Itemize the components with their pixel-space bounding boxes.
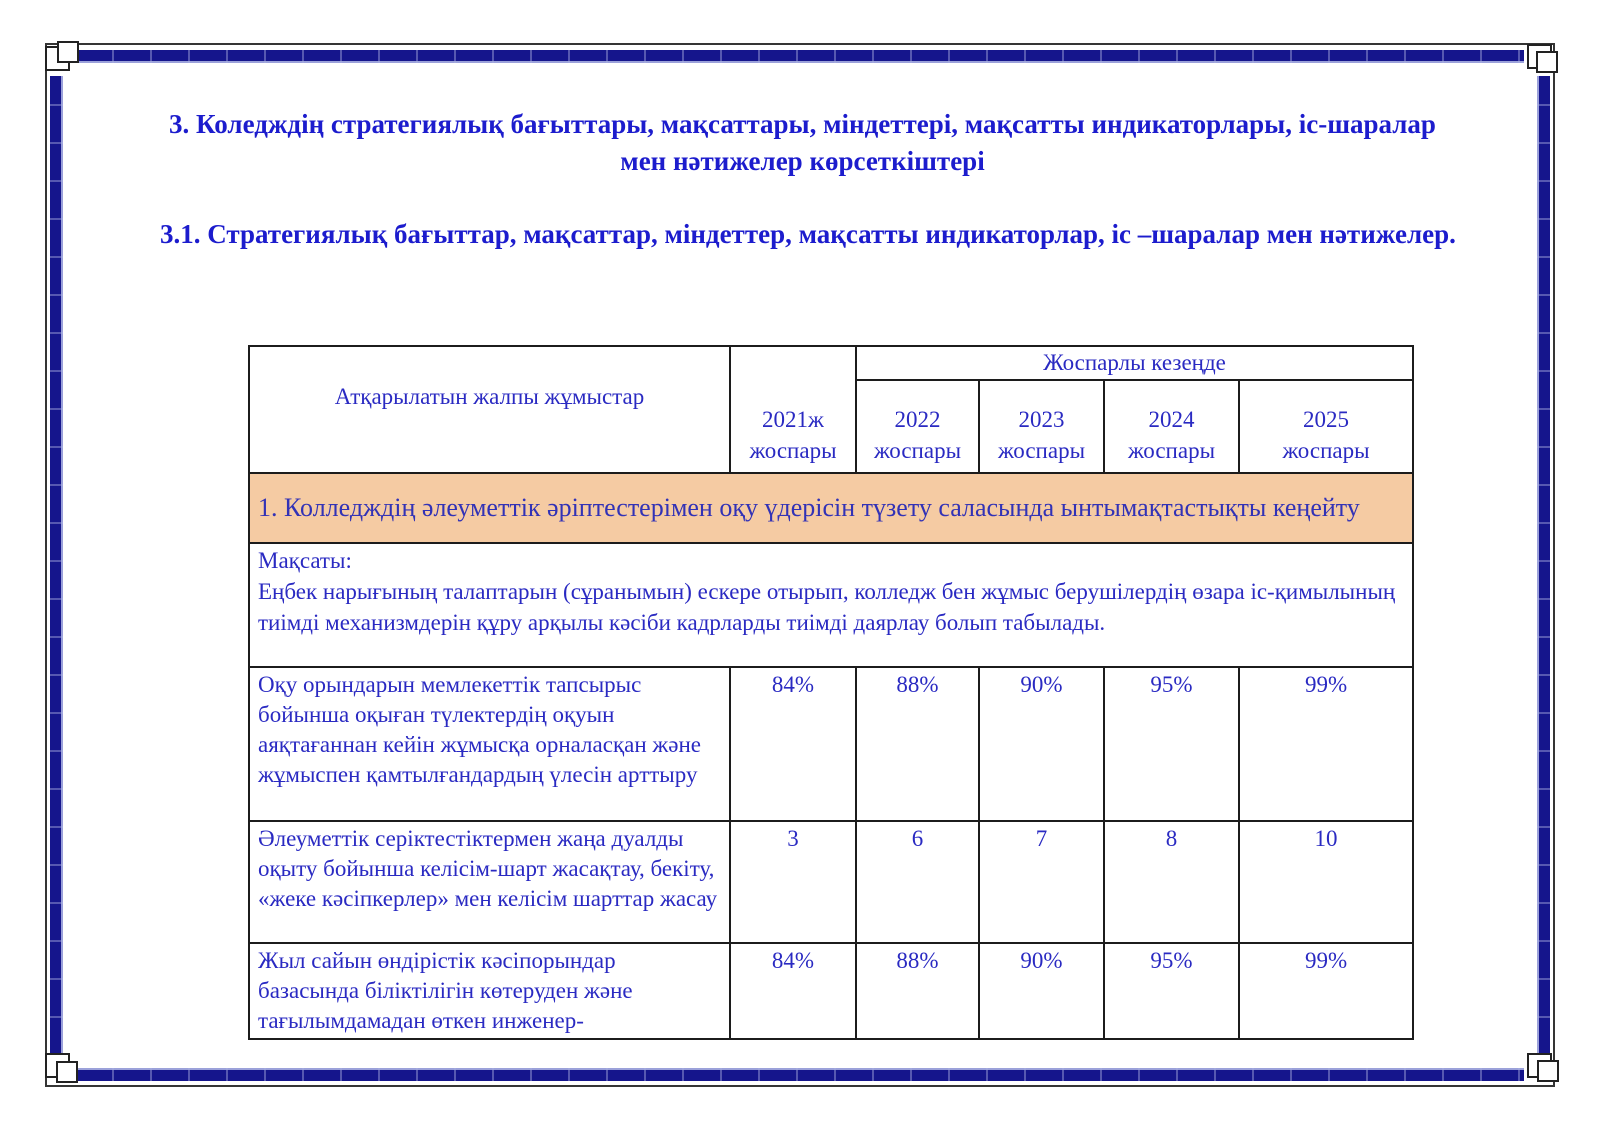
activity-cell: Әлеуметтік серіктестіктермен жаңа дуалды оқыту бойынша келісім-шарт жасақтау, бекіту, «жеке кәсіпкерлер» мен келісім шарттар жасау [249, 821, 730, 943]
year-label: жоспары [1127, 438, 1216, 463]
year-label: жоспары [873, 438, 962, 463]
goal-label: Мақсаты: [258, 548, 352, 573]
value-cell: 90% [979, 943, 1104, 1039]
year-value: 2024 [1148, 407, 1195, 432]
value-cell: 7 [979, 821, 1104, 943]
value-cell: 95% [1104, 943, 1239, 1039]
value-cell: 10 [1239, 821, 1413, 943]
activity-cell: Жыл сайын өндірістік кәсіпорындар базасында біліктілігін көтеруден және тағылымдамадан өткен инженер- [249, 943, 730, 1039]
header-year-cell-2022 [856, 380, 979, 473]
header-year-cell-2024 [1104, 380, 1239, 473]
header-year-cell-2023 [979, 380, 1104, 473]
table-row [249, 943, 1413, 1039]
section-heading: 3.1. Стратегиялық бағыттар, мақсаттар, міндеттер, мақсатты индикаторлар, іс –шаралар мен нәтижелер. [160, 219, 1456, 249]
header-year-cell-2025 [1239, 380, 1413, 473]
value-cell: 3 [730, 821, 856, 943]
value-cell: 84% [730, 667, 856, 821]
value-cell: 95% [1104, 667, 1239, 821]
activity-cell: Оқу орындарын мемлекеттік тапсырыс бойынша оқыған түлектердің оқуын аяқтағаннан кейін жұмысқа орналасқан және жұмыспен қамтылғандардың үлесін арттыру [249, 667, 730, 821]
base-year-label: жоспары [749, 438, 837, 463]
page-title: 3. Коледждің стратегиялық бағыттары, мақсаттары, міндеттері, мақсатты индикаторлары, іс-шаралар мен нәтижелер көрсеткіштері [169, 109, 1436, 176]
table-row [249, 667, 1413, 821]
year-value: 2023 [1018, 407, 1065, 432]
goal-row [249, 543, 1413, 667]
value-cell: 6 [856, 821, 979, 943]
section-title-row [249, 473, 1413, 543]
value-cell: 99% [1239, 943, 1413, 1039]
value-cell: 88% [856, 667, 979, 821]
value-cell: 88% [856, 943, 979, 1039]
strategy-table [248, 345, 1414, 1040]
value-cell: 99% [1239, 667, 1413, 821]
header-base-year-cell [730, 346, 856, 473]
value-cell: 84% [730, 943, 856, 1039]
table-row [249, 821, 1413, 943]
header-plan-period-cell: Жоспарлы кезеңде [856, 346, 1413, 380]
base-year-value: 2021ж [762, 407, 824, 432]
value-cell: 8 [1104, 821, 1239, 943]
goal-text: Еңбек нарығының талаптарын (сұранымын) ескере отырып, колледж бен жұмыс берушілердің өзара іс-қимылының тиімді механизмдерін құру арқылы кәсіби кадрларды тиімді даярлау болып табылады. [258, 579, 1396, 635]
year-label: жоспары [1282, 438, 1370, 463]
value-cell: 90% [979, 667, 1104, 821]
table-header-row-1 [249, 346, 1413, 380]
year-label: жоспары [997, 438, 1086, 463]
year-value: 2022 [894, 407, 941, 432]
section-title-cell: 1. Колледждің әлеуметтік әріптестерімен оқу үдерісін түзету саласында ынтымақтастықты кеңейту [249, 473, 1413, 543]
goal-cell [249, 543, 1413, 667]
year-value: 2025 [1303, 407, 1350, 432]
header-activities-cell: Атқарылатын жалпы жұмыстар [249, 346, 730, 473]
